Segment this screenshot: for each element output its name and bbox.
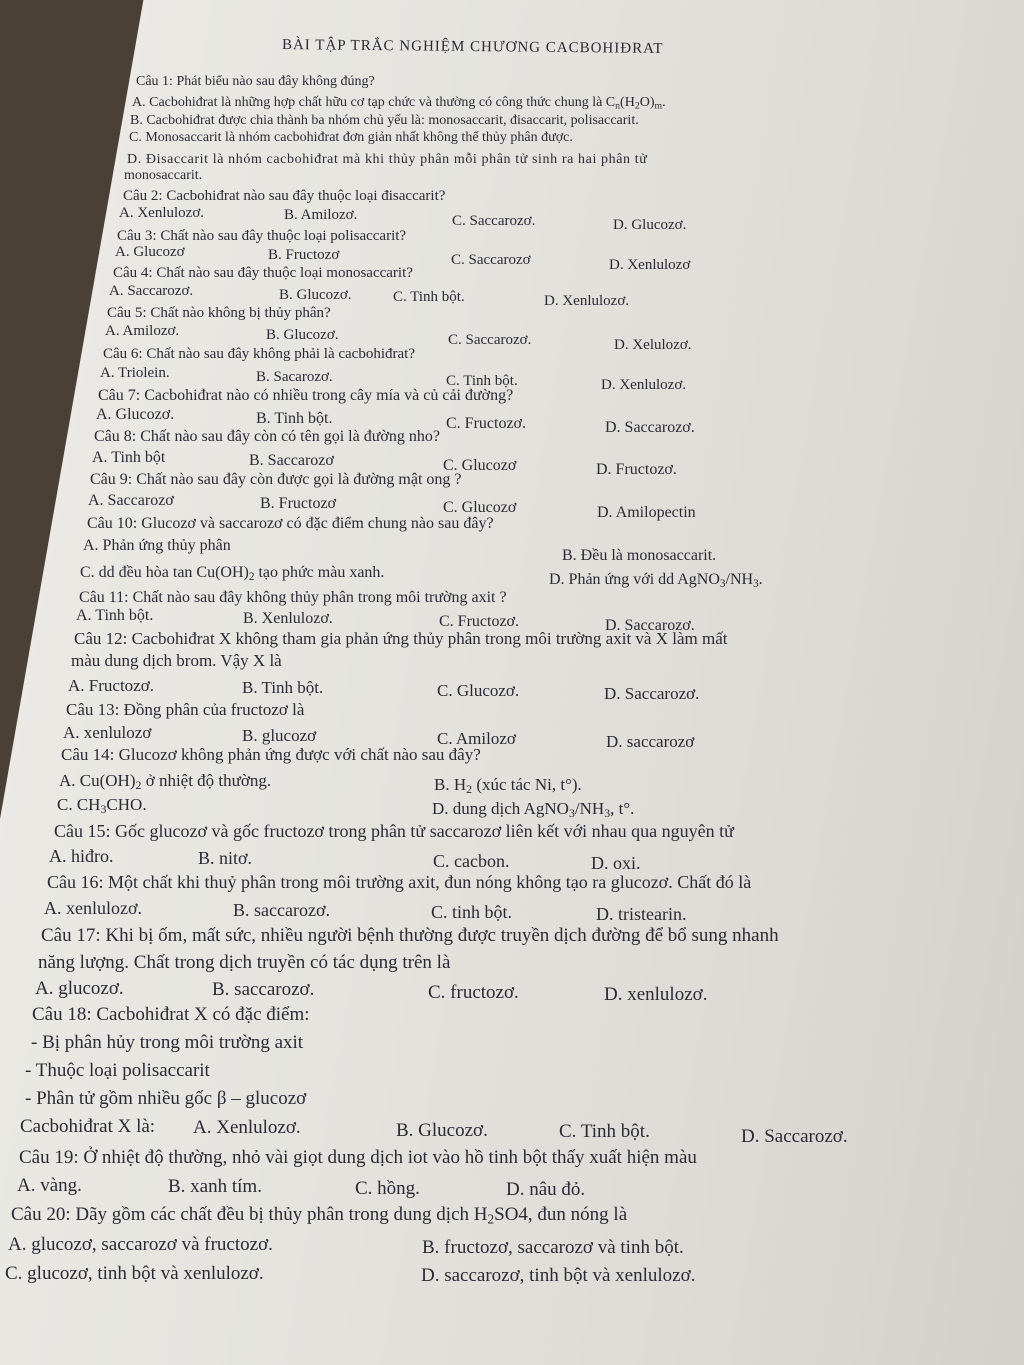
q12-stem-line1: Câu 12: Cacbohiđrat X không tham gia phản ứng thủy phân trong môi trường axit và X làm mất <box>74 629 728 648</box>
q12-option-d: D. Saccarozơ. <box>604 684 700 703</box>
q2-stem: Câu 2: Cacbohiđrat nào sau đây thuộc loại đisaccarit? <box>123 188 446 204</box>
q5-stem: Câu 5: Chất nào không bị thủy phân? <box>107 305 331 321</box>
q6-option-c: C. Tinh bột. <box>446 373 518 389</box>
q3-option-c: C. Saccarozơ <box>451 252 531 268</box>
q16-option-a: A. xenlulozơ. <box>44 898 142 918</box>
q19-option-b: B. xanh tím. <box>168 1176 262 1197</box>
q17-option-c: C. fructozơ. <box>428 982 519 1003</box>
q20-option-a: A. glucozơ, saccarozơ và fructozơ. <box>8 1234 273 1255</box>
q10-option-b: B. Đều là monosaccarit. <box>562 547 717 564</box>
q18-option-c: C. Tinh bột. <box>559 1121 650 1142</box>
q19-option-c: C. hồng. <box>355 1178 420 1199</box>
q8-option-a: A. Tinh bột <box>92 449 166 466</box>
q3-option-d: D. Xenlulozơ <box>609 257 691 273</box>
q20-option-c: C. glucozơ, tinh bột và xenlulozơ. <box>5 1263 264 1284</box>
q6-stem: Câu 6: Chất nào sau đây không phải là cacbohiđrat? <box>103 346 415 362</box>
q2-option-b: B. Amilozơ. <box>284 207 358 223</box>
q20-option-d: D. saccarozơ, tinh bột và xenlulozơ. <box>421 1265 696 1286</box>
q11-option-b: B. Xenlulozơ. <box>243 610 333 627</box>
q1-option-a: A. Cacbohiđrat là những hợp chất hữu cơ tạp chức và thường có công thức chung là $C_n(H_2O)_m$. <box>132 95 666 112</box>
q15-stem: Câu 15: Gốc glucozơ và gốc fructozơ trong phân tử saccarozơ liên kết với nhau qua nguyên tử <box>54 821 734 841</box>
q10-stem: Câu 10: Glucozơ và saccarozơ có đặc điểm chung nào sau đây? <box>87 515 494 532</box>
q10-option-d: D. Phản ứng với dd $AgNO_3/NH_3$. <box>549 571 763 590</box>
q18-option-b: B. Glucozơ. <box>396 1120 488 1141</box>
q17-option-a: A. glucozơ. <box>35 978 124 999</box>
q13-stem: Câu 13: Đồng phân của fructozơ là <box>66 700 305 719</box>
q17-option-d: D. xenlulozơ. <box>604 984 708 1005</box>
q17-option-b: B. saccarozơ. <box>212 979 315 1000</box>
q18-point-1: - Bị phân hủy trong môi trường axit <box>31 1032 304 1053</box>
q4-option-c: C. Tinh bột. <box>393 289 465 305</box>
q17-stem-line2: năng lượng. Chất trong dịch truyền có tác dụng trên là <box>38 952 451 973</box>
q4-stem: Câu 4: Chất nào sau đây thuộc loại monosaccarit? <box>113 265 413 281</box>
q7-option-b: B. Tinh bột. <box>256 410 333 427</box>
q7-option-d: D. Saccarozơ. <box>605 419 695 436</box>
q2-option-c: C. Saccarozơ. <box>452 213 536 229</box>
q1-option-d-line1: D. Đisaccarit là nhóm cacbohiđrat mà khi thủy phân mỗi phân tử sinh ra hai phân tử <box>127 152 648 167</box>
q11-option-d: D. Saccarozơ. <box>605 617 695 634</box>
q5-option-a: A. Amilozơ. <box>105 323 180 339</box>
q9-option-d: D. Amilopectin <box>597 504 696 521</box>
q19-option-d: D. nâu đỏ. <box>506 1179 586 1200</box>
q6-option-b: B. Sacarozơ. <box>256 369 333 385</box>
q11-stem: Câu 11: Chất nào sau đây không thủy phân trong môi trường axit ? <box>79 589 507 606</box>
q1-stem: Câu 1: Phát biểu nào sau đây không đúng? <box>136 74 375 89</box>
q7-option-c: C. Fructozơ. <box>446 415 527 432</box>
q4-option-b: B. Glucozơ. <box>279 287 352 303</box>
q4-option-a: A. Saccarozơ. <box>109 283 194 299</box>
q12-option-b: B. Tinh bột. <box>242 678 324 697</box>
q20-option-b: B. fructozơ, saccarozơ và tinh bột. <box>422 1237 684 1258</box>
q13-option-a: A. xenlulozơ <box>63 723 152 742</box>
q14-stem: Câu 14: Glucozơ không phản ứng được với chất nào sau đây? <box>61 745 481 764</box>
q15-option-a: A. hiđro. <box>49 846 114 866</box>
q1-option-d-line2: monosaccarit. <box>124 168 203 183</box>
q3-option-b: B. Fructozơ <box>268 247 340 263</box>
q8-option-c: C. Glucozơ <box>443 457 517 474</box>
q5-option-d: D. Xelulozơ. <box>614 337 692 353</box>
q13-option-c: C. Amilozơ <box>437 729 516 748</box>
q10-option-c: C. dd đều hòa $\tan Cu(OH)_2$ tạo phức màu xanh. <box>80 564 385 583</box>
q17-stem-line1: Câu 17: Khi bị ốm, mất sức, nhiều người bệnh thường được truyền dịch đường để bổ sung nhanh <box>41 925 779 946</box>
q16-option-d: D. tristearin. <box>596 904 687 924</box>
q3-option-a: A. Glucozơ <box>115 244 185 260</box>
q18-stem: Câu 18: Cacbohiđrat X có đặc điểm: <box>32 1004 310 1025</box>
q16-stem: Câu 16: Một chất khi thuỷ phân trong môi trường axit, đun nóng không tạo ra glucozơ. Chất đó là <box>47 872 752 892</box>
page-title: BÀI TẬP TRẮC NGHIỆM CHƯƠNG CACBOHIĐRAT <box>281 37 664 57</box>
q11-option-a: A. Tinh bột. <box>76 607 154 624</box>
q18-point-2: - Thuộc loại polisaccarit <box>25 1060 210 1081</box>
q18-lead: Cacbohiđrat X là: <box>20 1116 156 1137</box>
q15-option-c: C. cacbon. <box>433 851 510 871</box>
q13-option-d: D. saccarozơ <box>606 732 695 751</box>
q9-option-c: C. Glucozơ <box>443 499 517 516</box>
q3-stem: Câu 3: Chất nào sau đây thuộc loại polisaccarit? <box>117 228 407 244</box>
q1-option-c: C. Monosaccarit là nhóm cacbohiđrat đơn giản nhất không thể thủy phân được. <box>129 130 573 145</box>
q14-option-a: A. $Cu(OH)_2$ ở nhiệt độ thường. <box>59 771 272 792</box>
q9-stem: Câu 9: Chất nào sau đây còn được gọi là đường mật ong ? <box>90 471 462 488</box>
q14-option-c: C. $CH_3CHO$. <box>57 795 147 816</box>
q7-option-a: A. Glucozơ. <box>96 406 175 423</box>
q15-option-b: B. nitơ. <box>198 848 253 868</box>
q5-option-b: B. Glucozơ. <box>266 327 339 343</box>
q16-option-c: C. tinh bột. <box>431 902 513 922</box>
q6-option-d: D. Xenlulozơ. <box>601 377 686 393</box>
q9-option-b: B. Fructozơ <box>260 495 337 512</box>
q18-point-3: - Phân tử gồm nhiều gốc β – glucozơ <box>25 1088 307 1109</box>
q14-option-d: D. dung dịch $AgNO_3/NH_3$, t°. <box>432 799 635 820</box>
q4-option-d: D. Xenlulozơ. <box>544 293 629 309</box>
q8-option-b: B. Saccarozơ <box>249 452 334 469</box>
q10-option-a: A. Phản ứng thủy phân <box>83 537 231 554</box>
q8-stem: Câu 8: Chất nào sau đây còn có tên gọi là đường nho? <box>94 428 440 445</box>
q5-option-c: C. Saccarozơ. <box>448 332 532 348</box>
q8-option-d: D. Fructozơ. <box>596 461 677 478</box>
q18-option-d: D. Saccarozơ. <box>741 1126 848 1147</box>
q11-option-c: C. Fructozơ. <box>439 613 520 630</box>
q14-option-b: B. $H_2$ (xúc tác Ni, t°). <box>434 775 582 796</box>
q6-option-a: A. Triolein. <box>100 365 170 381</box>
q2-option-d: D. Glucozơ. <box>613 217 687 233</box>
q12-option-c: C. Glucozơ. <box>437 681 520 700</box>
q19-stem: Câu 19: Ở nhiệt độ thường, nhỏ vài giọt dung dịch iot vào hồ tinh bột thấy xuất hiện màu <box>19 1147 697 1168</box>
q12-stem-line2: màu dung dịch brom. Vậy X là <box>71 651 282 670</box>
q15-option-d: D. oxi. <box>591 853 641 873</box>
q2-option-a: A. Xenlulozơ. <box>119 205 204 221</box>
q18-option-a: A. Xenlulozơ. <box>193 1117 301 1138</box>
q12-option-a: A. Fructozơ. <box>68 676 154 695</box>
q19-option-a: A. vàng. <box>17 1175 82 1196</box>
q16-option-b: B. saccarozơ. <box>233 900 330 920</box>
q9-option-a: A. Saccarozơ <box>88 492 174 509</box>
q20-stem: Câu 20: Dãy gồm các chất đều bị thủy phân trong dung dịch $H_2SO4$, đun nóng là <box>11 1204 628 1227</box>
q7-stem: Câu 7: Cacbohiđrat nào có nhiều trong cây mía và củ cải đường? <box>98 387 514 404</box>
q1-option-b: B. Cacbohiđrat được chia thành ba nhóm chủ yếu là: monosaccarit, đisaccarit, polisaccarit. <box>130 113 639 128</box>
q13-option-b: B. glucozơ <box>242 726 317 745</box>
